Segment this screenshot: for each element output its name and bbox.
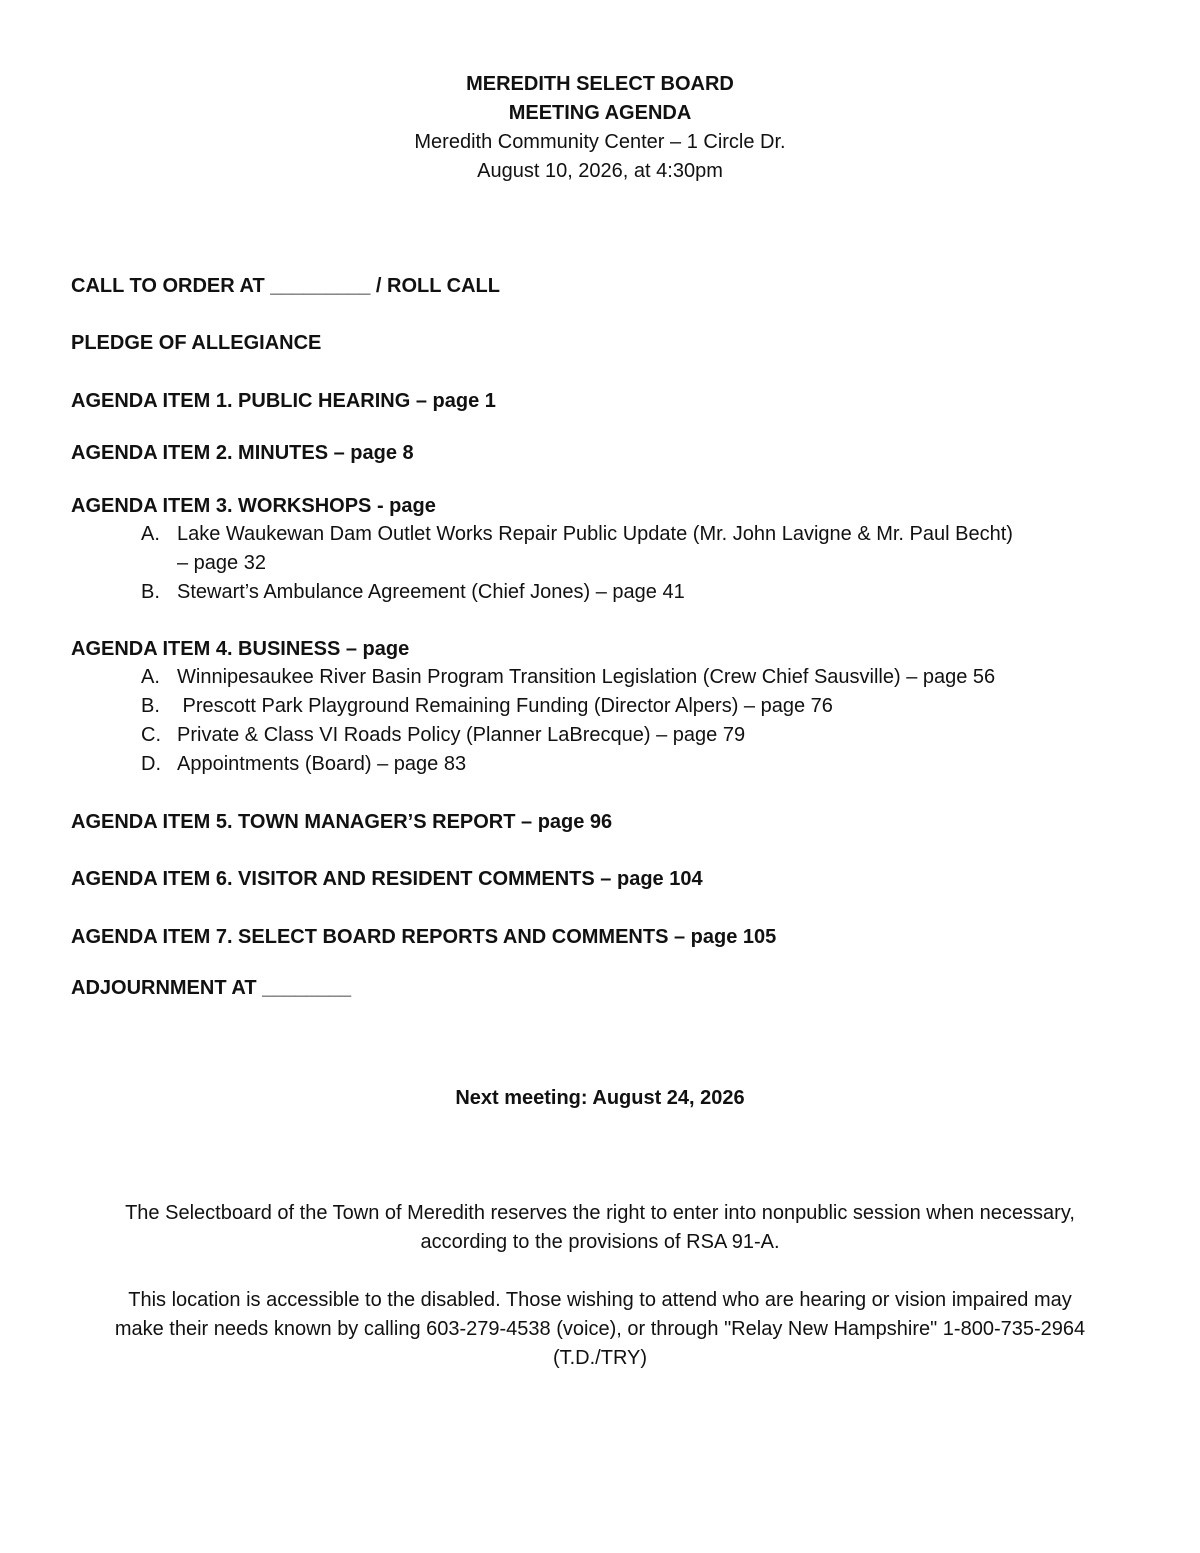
agenda-item-4-sub-b [141, 692, 833, 721]
sub-letter: B. [141, 581, 160, 603]
agenda-item-5: AGENDA ITEM 5. TOWN MANAGER’S REPORT – page 96 [71, 811, 613, 833]
sub-text: Appointments (Board) – page 83 [177, 753, 467, 775]
agenda-item-1: AGENDA ITEM 1. PUBLIC HEARING – page 1 [71, 390, 496, 412]
document-header [0, 70, 1200, 186]
meeting-location: Meredith Community Center – 1 Circle Dr. [414, 131, 786, 153]
accessibility-notice-line-3: (T.D./TRY) [552, 1347, 648, 1369]
agenda-item-2: AGENDA ITEM 2. MINUTES – page 8 [71, 442, 414, 464]
agenda-item-4-title: AGENDA ITEM 4. BUSINESS – page [71, 638, 410, 660]
agenda-item-4-sub-d [141, 750, 466, 779]
sub-text: Prescott Park Playground Remaining Funding (Director Alpers) – page 76 [177, 695, 833, 717]
organization-name: MEREDITH SELECT BOARD [466, 73, 734, 95]
sub-letter: B. [141, 695, 160, 717]
call-to-order: CALL TO ORDER AT _________ / ROLL CALL [71, 275, 500, 297]
adjournment: ADJOURNMENT AT ________ [71, 977, 352, 999]
nonpublic-notice-line-2: according to the provisions of RSA 91-A. [420, 1231, 780, 1253]
sub-text: Private & Class VI Roads Policy (Planner LaBrecque) – page 79 [177, 724, 746, 746]
agenda-item-3-sub-a [141, 520, 1013, 549]
document-title: MEETING AGENDA [508, 102, 692, 124]
pledge-of-allegiance: PLEDGE OF ALLEGIANCE [71, 332, 322, 354]
sub-letter: C. [141, 724, 161, 746]
agenda-item-3-title: AGENDA ITEM 3. WORKSHOPS - page [71, 495, 436, 517]
sub-text: Stewart’s Ambulance Agreement (Chief Jones) – page 41 [177, 581, 685, 603]
sub-letter: A. [141, 666, 160, 688]
accessibility-notice-line-1: This location is accessible to the disabled. Those wishing to attend who are hearing or vision impaired may [128, 1289, 1072, 1311]
next-meeting: Next meeting: August 24, 2026 [455, 1087, 745, 1109]
sub-text: Lake Waukewan Dam Outlet Works Repair Public Update (Mr. John Lavigne & Mr. Paul Becht) [177, 523, 1013, 545]
accessibility-notice-line-2: make their needs known by calling 603-279-4538 (voice), or through "Relay New Hampshire" 1-800-735-2964 [114, 1318, 1086, 1340]
agenda-item-4-sub-c [141, 721, 745, 750]
sub-letter: A. [141, 523, 160, 545]
meeting-datetime: August 10, 2026, at 4:30pm [477, 160, 723, 182]
agenda-item-6: AGENDA ITEM 6. VISITOR AND RESIDENT COMMENTS – page 104 [71, 868, 703, 890]
agenda-item-7: AGENDA ITEM 7. SELECT BOARD REPORTS AND COMMENTS – page 105 [71, 926, 777, 948]
agenda-item-3-sub-a-continuation: – page 32 [177, 552, 266, 574]
agenda-item-3-sub-b [141, 578, 685, 607]
agenda-item-4-sub-a [141, 663, 995, 692]
nonpublic-notice-line-1: The Selectboard of the Town of Meredith reserves the right to enter into nonpublic session when necessary, [125, 1202, 1075, 1224]
sub-letter: D. [141, 753, 161, 775]
sub-text: Winnipesaukee River Basin Program Transition Legislation (Crew Chief Sausville) – page 56 [177, 666, 996, 688]
